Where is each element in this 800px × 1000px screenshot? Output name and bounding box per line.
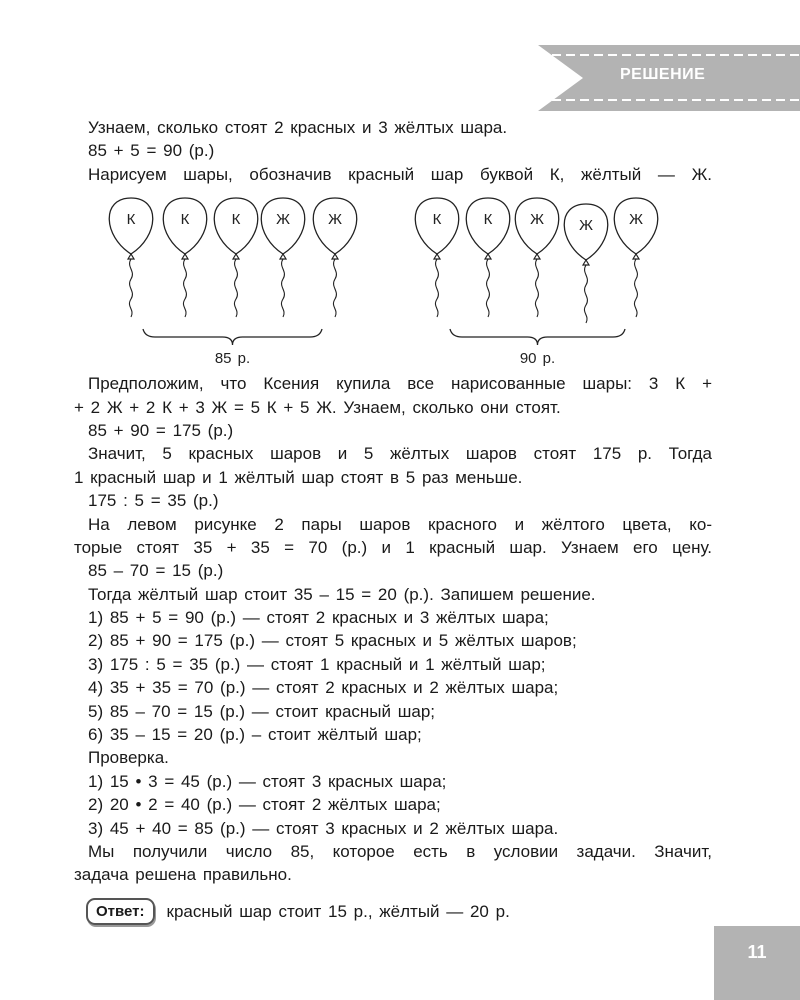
balloon-label: К [432, 211, 442, 229]
text-line: Узнаем, сколько стоят 2 красных и 3 жёлтых шара. [88, 118, 508, 137]
answer [86, 898, 510, 925]
balloon-knot-icon [182, 254, 188, 259]
balloon-knot-icon [633, 254, 639, 259]
text-line: 85 + 5 = 90 (р.) [88, 141, 215, 161]
text-line: 175 : 5 = 35 (р.) [88, 491, 219, 511]
balloon-string-icon [584, 265, 587, 323]
balloon-string-icon [234, 259, 237, 317]
balloons-figure [74, 186, 712, 372]
balloon-string-icon [634, 259, 637, 317]
balloon-label: Ж [328, 211, 342, 229]
section-title: РЕШЕНИЕ [620, 66, 706, 83]
text-line: торые стоят 35 + 35 = 70 (р.) и 1 красный шар. Узнаем его цену. [74, 537, 712, 557]
balloon-label: К [126, 211, 136, 229]
text-line: Значит, 5 красных шаров и 5 жёлтых шаров стоят 175 р. Тогда [88, 444, 712, 464]
balloon-string-icon [129, 259, 132, 317]
balloon-knot-icon [434, 254, 440, 259]
balloon-knot-icon [332, 254, 338, 259]
balloon-string-icon [183, 259, 186, 317]
check-step: 3) 45 + 40 = 85 (р.) — стоят 3 красных и 2 жёлтых шара. [88, 818, 559, 838]
check-step: 2) 20 • 2 = 40 (р.) — стоят 2 жёлтых шара; [88, 795, 441, 815]
page-number: 11 [714, 926, 800, 1000]
balloon-label: К [231, 211, 241, 229]
balloon-string-icon [486, 259, 489, 317]
text-line: Нарисуем шары, обозначив красный шар буквой К, жёлтый — Ж. [88, 164, 712, 184]
balloon-knot-icon [233, 254, 239, 259]
solution-step: 5) 85 – 70 = 15 (р.) — стоит красный шар; [88, 701, 436, 721]
balloon-knot-icon [534, 254, 540, 259]
solution-text [74, 116, 712, 887]
balloon-string-icon [281, 259, 284, 317]
solution-step: 3) 175 : 5 = 35 (р.) — стоят 1 красный и 1 жёлтый шар; [88, 654, 546, 674]
price-label: 90 р. [519, 350, 556, 368]
balloon-label: Ж [629, 211, 643, 229]
text-line: 1 красный шар и 1 жёлтый шар стоят в 5 раз меньше. [74, 467, 523, 487]
solution-step: 2) 85 + 90 = 175 (р.) — стоят 5 красных и 5 жёлтых шаров; [88, 631, 577, 651]
text-line: 85 – 70 = 15 (р.) [88, 561, 224, 581]
brace-icon [450, 329, 625, 345]
balloon-knot-icon [280, 254, 286, 259]
text-line: + 2 Ж + 2 К + 3 Ж = 5 К + 5 Ж. Узнаем, сколько они стоят. [74, 397, 561, 417]
balloon-label: К [180, 211, 190, 229]
check-step: 1) 15 • 3 = 45 (р.) — стоят 3 красных шара; [88, 771, 447, 791]
price-label: 85 р. [214, 350, 251, 368]
text-line: задача решена правильно. [74, 865, 292, 885]
balloon-label: Ж [276, 211, 290, 229]
brace-icon [143, 329, 322, 345]
balloon-label: К [483, 211, 493, 229]
balloon-knot-icon [583, 260, 589, 265]
text-line: Тогда жёлтый шар стоит 35 – 15 = 20 (р.). Запишем решение. [88, 584, 596, 604]
answer-label: Ответ: [86, 898, 155, 925]
check-heading: Проверка. [88, 748, 169, 768]
balloon-label: Ж [579, 217, 593, 235]
text-line: Предположим, что Ксения купила все нарисованные шары: 3 К + [88, 374, 712, 394]
text-line: Мы получили число 85, которое есть в условии задачи. Значит, [88, 841, 712, 861]
text-line: 85 + 90 = 175 (р.) [88, 420, 234, 440]
balloon-knot-icon [128, 254, 134, 259]
balloon-string-icon [535, 259, 538, 317]
balloon-knot-icon [485, 254, 491, 259]
balloon-label: Ж [530, 211, 544, 229]
text-line: На левом рисунке 2 пары шаров красного и жёлтого цвета, ко- [88, 514, 712, 534]
answer-text: красный шар стоит 15 р., жёлтый — 20 р. [166, 901, 510, 921]
balloon-string-icon [333, 259, 336, 317]
balloon-string-icon [435, 259, 438, 317]
solution-step: 4) 35 + 35 = 70 (р.) — стоят 2 красных и 2 жёлтых шара; [88, 678, 559, 698]
solution-step: 6) 35 – 15 = 20 (р.) – стоит жёлтый шар; [88, 725, 422, 745]
solution-step: 1) 85 + 5 = 90 (р.) — стоят 2 красных и 3 жёлтых шара; [88, 608, 549, 628]
